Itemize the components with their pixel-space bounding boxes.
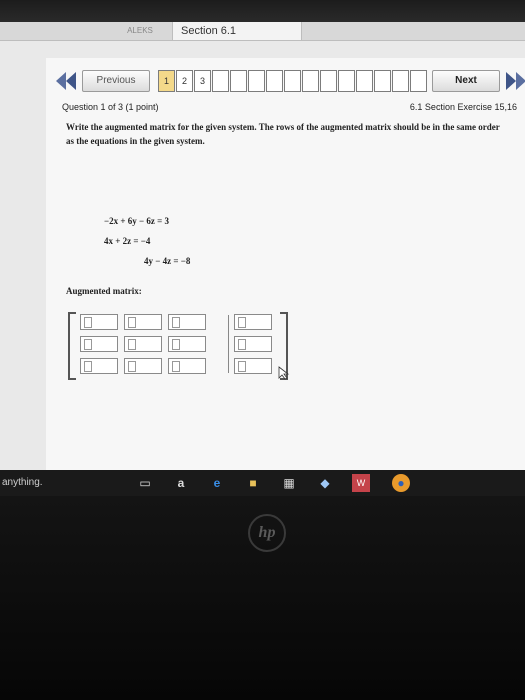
augmented-matrix-input [68, 312, 288, 376]
hp-logo: hp [248, 514, 286, 552]
augmented-divider [228, 315, 229, 373]
matrix-cell-r1c3[interactable] [168, 314, 206, 330]
amazon-icon[interactable]: a [177, 476, 185, 490]
matrix-cell-r3c3[interactable] [168, 358, 206, 374]
question-slot [248, 70, 265, 92]
mail-app-icon[interactable]: W [352, 474, 370, 492]
browser-tab-strip [0, 22, 525, 41]
question-2-button[interactable]: 2 [176, 70, 193, 92]
question-counter: Question 1 of 3 (1 point) [62, 102, 159, 112]
augmented-matrix-label: Augmented matrix: [66, 286, 142, 296]
question-slot [338, 70, 355, 92]
question-slot [392, 70, 409, 92]
question-slot [356, 70, 373, 92]
task-view-icon[interactable]: ▭ [139, 476, 151, 490]
equation-row-3: 4y − 4z = −8 [144, 256, 191, 266]
matrix-cell-r2c3[interactable] [168, 336, 206, 352]
question-navigation [46, 70, 525, 92]
file-explorer-icon[interactable]: ■ [249, 476, 257, 490]
question-instruction: Write the augmented matrix for the given system. The rows of the augmented matrix should be in the same order as the equations in the given system. [66, 122, 500, 146]
equation-row-1: −2x + 6y − 6z = 3 [104, 216, 170, 226]
question-slot [266, 70, 283, 92]
matrix-cell-r1c4[interactable] [234, 314, 272, 330]
matrix-cell-r1c1[interactable] [80, 314, 118, 330]
question-slot [302, 70, 319, 92]
question-slot [410, 70, 427, 92]
equation-row-2: 4x + 2z = −4 [104, 236, 151, 246]
previous-button[interactable]: Previous [82, 70, 150, 92]
matrix-cell-r2c2[interactable] [124, 336, 162, 352]
tab-section[interactable]: Section 6.1 [172, 22, 302, 40]
matrix-cell-r3c4[interactable] [234, 358, 272, 374]
matrix-cell-r1c2[interactable] [124, 314, 162, 330]
monitor-top-bezel [0, 0, 525, 22]
store-icon[interactable]: ▦ [283, 476, 295, 490]
question-slot [284, 70, 301, 92]
question-slot [212, 70, 229, 92]
question-header [62, 102, 517, 112]
matrix-cell-r3c2[interactable] [124, 358, 162, 374]
question-slot [320, 70, 337, 92]
section-exercise-label: 6.1 Section Exercise 15,16 [409, 102, 517, 112]
matrix-cell-r3c1[interactable] [80, 358, 118, 374]
previous-arrow-icon[interactable] [54, 70, 80, 92]
matrix-cell-r2c4[interactable] [234, 336, 272, 352]
next-arrow-icon[interactable] [502, 70, 525, 92]
matrix-cell-r2c1[interactable] [80, 336, 118, 352]
firefox-icon[interactable]: ● [392, 474, 410, 492]
edge-browser-icon[interactable]: e [213, 476, 221, 490]
dropbox-icon[interactable]: ◆ [320, 476, 330, 490]
taskbar-search-text[interactable]: anything. [2, 477, 43, 488]
question-slot [374, 70, 391, 92]
tab-aleks[interactable]: ALEKS [127, 26, 153, 35]
exercise-page [46, 58, 525, 470]
screen [0, 22, 525, 470]
question-slot [230, 70, 247, 92]
windows-taskbar [0, 470, 525, 496]
question-3-button[interactable]: 3 [194, 70, 211, 92]
mouse-cursor-icon [278, 366, 290, 380]
next-button[interactable]: Next [432, 70, 500, 92]
question-1-button[interactable]: 1 [158, 70, 175, 92]
matrix-left-bracket [68, 312, 76, 380]
